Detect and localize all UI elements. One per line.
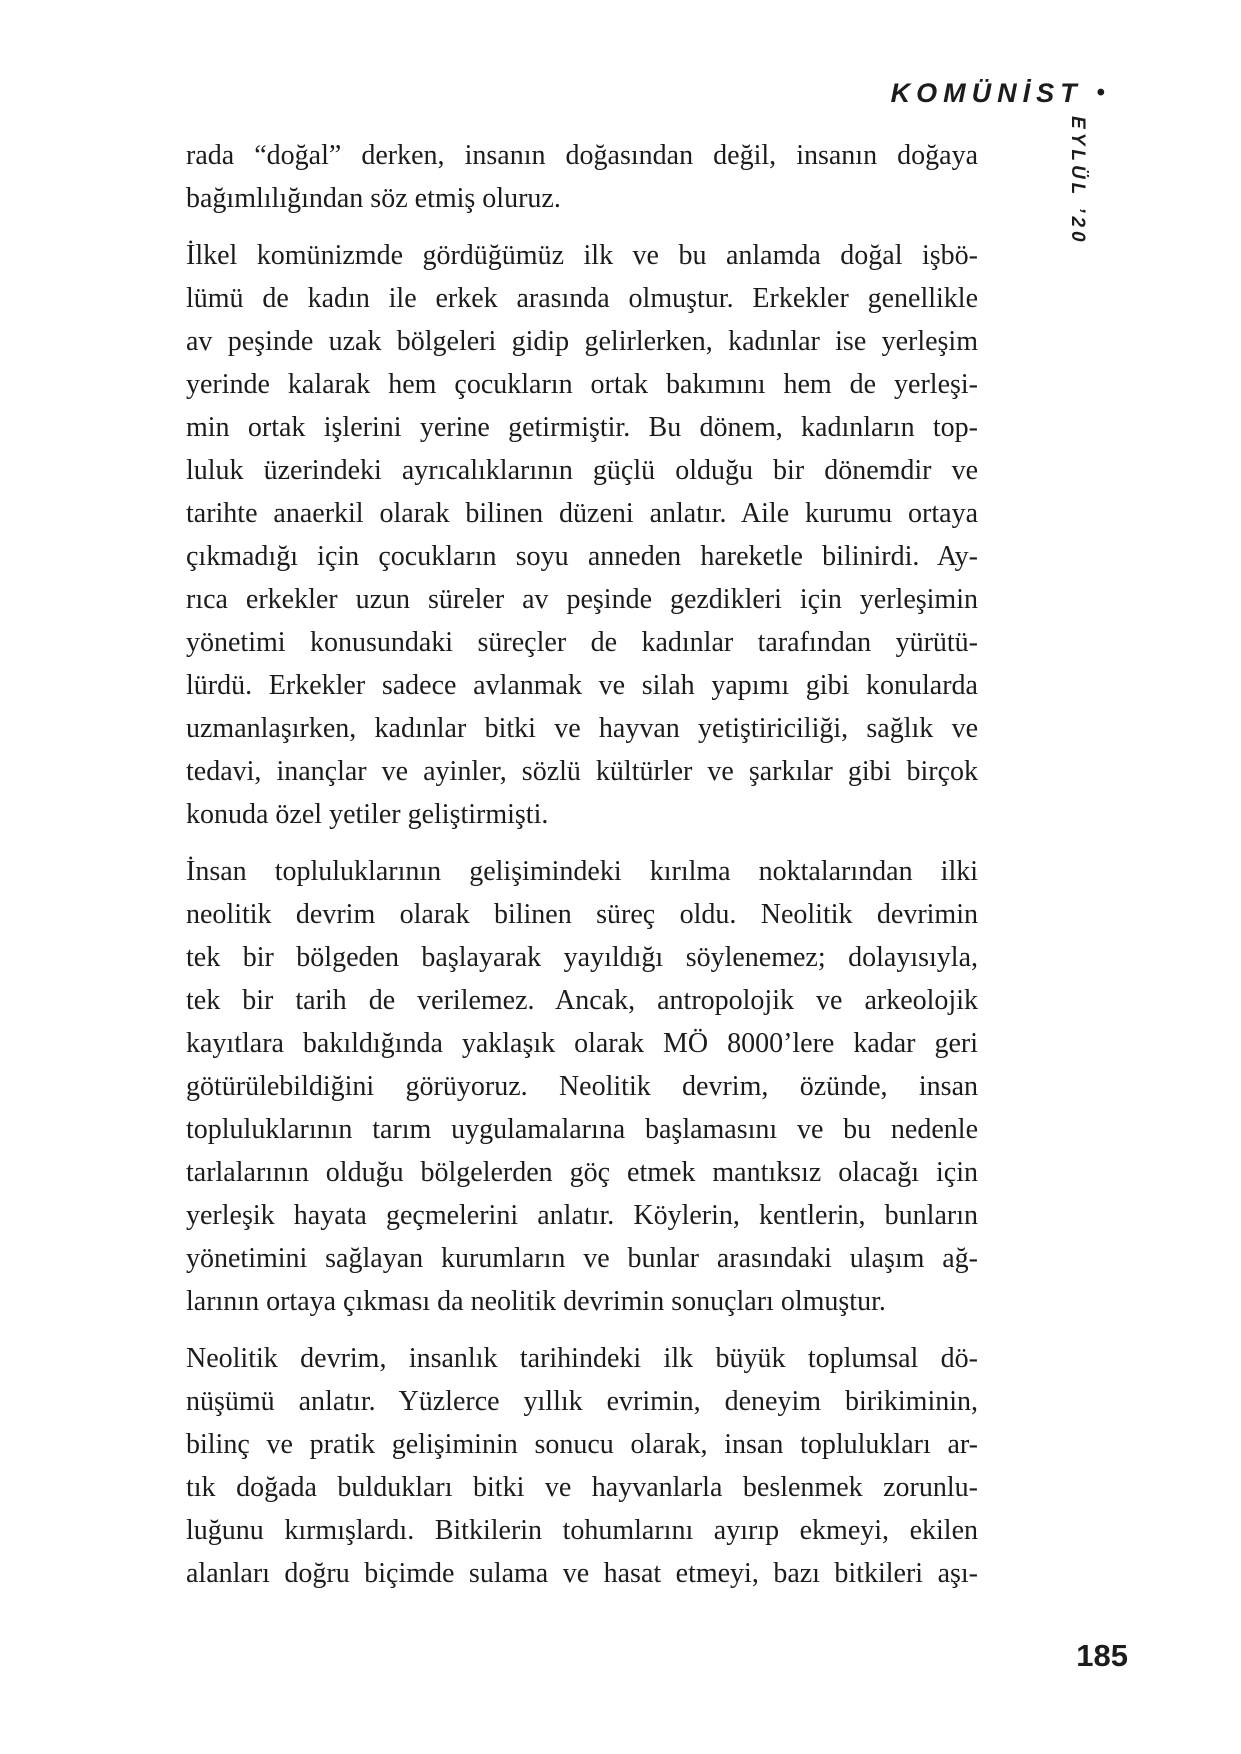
paragraph — [186, 1337, 978, 1595]
text-line: neolitik devrim olarak bilinen süreç oldu. Neolitik devrimin — [186, 899, 978, 930]
text-line: konuda özel yetiler geliştirmişti. — [186, 799, 549, 830]
text-line: nüşümü anlatır. Yüzlerce yıllık evrimin, deneyim birikiminin, — [186, 1386, 978, 1417]
issue-date-vertical: EYLÜL ’20 — [1067, 116, 1088, 246]
text-line: yönetimi konusundaki süreçler de kadınlar tarafından yürütü- — [186, 627, 978, 658]
text-line: rada “doğal” derken, insanın doğasından değil, insanın doğaya — [186, 140, 978, 171]
journal-title: KOMÜNİST — [890, 78, 1083, 108]
page-number: 185 — [1076, 1638, 1128, 1673]
text-line: rıca erkekler uzun süreler av peşinde gezdikleri için yerleşimin — [186, 584, 978, 615]
text-line: Neolitik devrim, insanlık tarihindeki ilk büyük toplumsal dö- — [186, 1343, 978, 1374]
body-text — [186, 134, 978, 1595]
text-line: lümü de kadın ile erkek arasında olmuştur. Erkekler genellikle — [186, 283, 978, 314]
text-line: tek bir bölgeden başlayarak yayıldığı söylenemez; dolayısıyla, — [186, 942, 978, 973]
text-line: bilinç ve pratik gelişiminin sonucu olarak, insan toplulukları ar- — [186, 1429, 978, 1460]
text-line: yerinde kalarak hem çocukların ortak bakımını hem de yerleşi- — [186, 369, 978, 400]
text-line: İlkel komünizmde gördüğümüz ilk ve bu anlamda doğal işbö- — [186, 240, 978, 271]
text-line: luğunu kırmışlardı. Bitkilerin tohumlarını ayırıp ekmeyi, ekilen — [186, 1515, 978, 1546]
text-line: lürdü. Erkekler sadece avlanmak ve silah yapımı gibi konularda — [186, 670, 978, 701]
text-line: yönetimini sağlayan kurumların ve bunlar arasındaki ulaşım ağ- — [186, 1243, 978, 1274]
text-line: luluk üzerindeki ayrıcalıklarının güçlü olduğu bir dönemdir ve — [186, 455, 978, 486]
text-line: uzmanlaşırken, kadınlar bitki ve hayvan yetiştiriciliği, sağlık ve — [186, 713, 978, 744]
text-line: tık doğada buldukları bitki ve hayvanlarla beslenmek zorunlu- — [186, 1472, 978, 1503]
text-line: götürülebildiğini görüyoruz. Neolitik devrim, özünde, insan — [186, 1071, 978, 1102]
paragraph — [186, 850, 978, 1323]
paragraph — [186, 134, 978, 220]
text-line: alanları doğru biçimde sulama ve hasat etmeyi, bazı bitkileri aşı- — [186, 1558, 978, 1589]
text-line: min ortak işlerini yerine getirmiştir. Bu dönem, kadınların top- — [186, 412, 978, 443]
text-line: kayıtlara bakıldığında yaklaşık olarak MÖ 8000’lere kadar geri — [186, 1028, 978, 1059]
text-line: bağımlılığından söz etmiş oluruz. — [186, 183, 561, 214]
text-line: tarihte anaerkil olarak bilinen düzeni anlatır. Aile kurumu ortaya — [186, 498, 978, 529]
text-line: tarlalarının olduğu bölgelerden göç etmek mantıksız olacağı için — [186, 1157, 978, 1188]
text-line: çıkmadığı için çocukların soyu anneden hareketle bilinirdi. Ay- — [186, 541, 978, 572]
running-head — [0, 78, 1105, 109]
text-line: tedavi, inançlar ve ayinler, sözlü kültürler ve şarkılar gibi birçok — [186, 756, 978, 787]
text-line: yerleşik hayata geçmelerini anlatır. Köylerin, kentlerin, bunların — [186, 1200, 978, 1231]
text-line: İnsan topluluklarının gelişimindeki kırılma noktalarından ilki — [186, 856, 978, 887]
text-line: av peşinde uzak bölgeleri gidip gelirlerken, kadınlar ise yerleşim — [186, 326, 978, 357]
paragraph — [186, 234, 978, 836]
text-line: topluluklarının tarım uygulamalarına başlamasını ve bu nedenle — [186, 1114, 978, 1145]
text-line: tek bir tarih de verilemez. Ancak, antropolojik ve arkeolojik — [186, 985, 978, 1016]
text-line: larının ortaya çıkması da neolitik devrimin sonuçları olmuştur. — [186, 1286, 886, 1317]
bullet-icon: • — [1096, 79, 1105, 106]
